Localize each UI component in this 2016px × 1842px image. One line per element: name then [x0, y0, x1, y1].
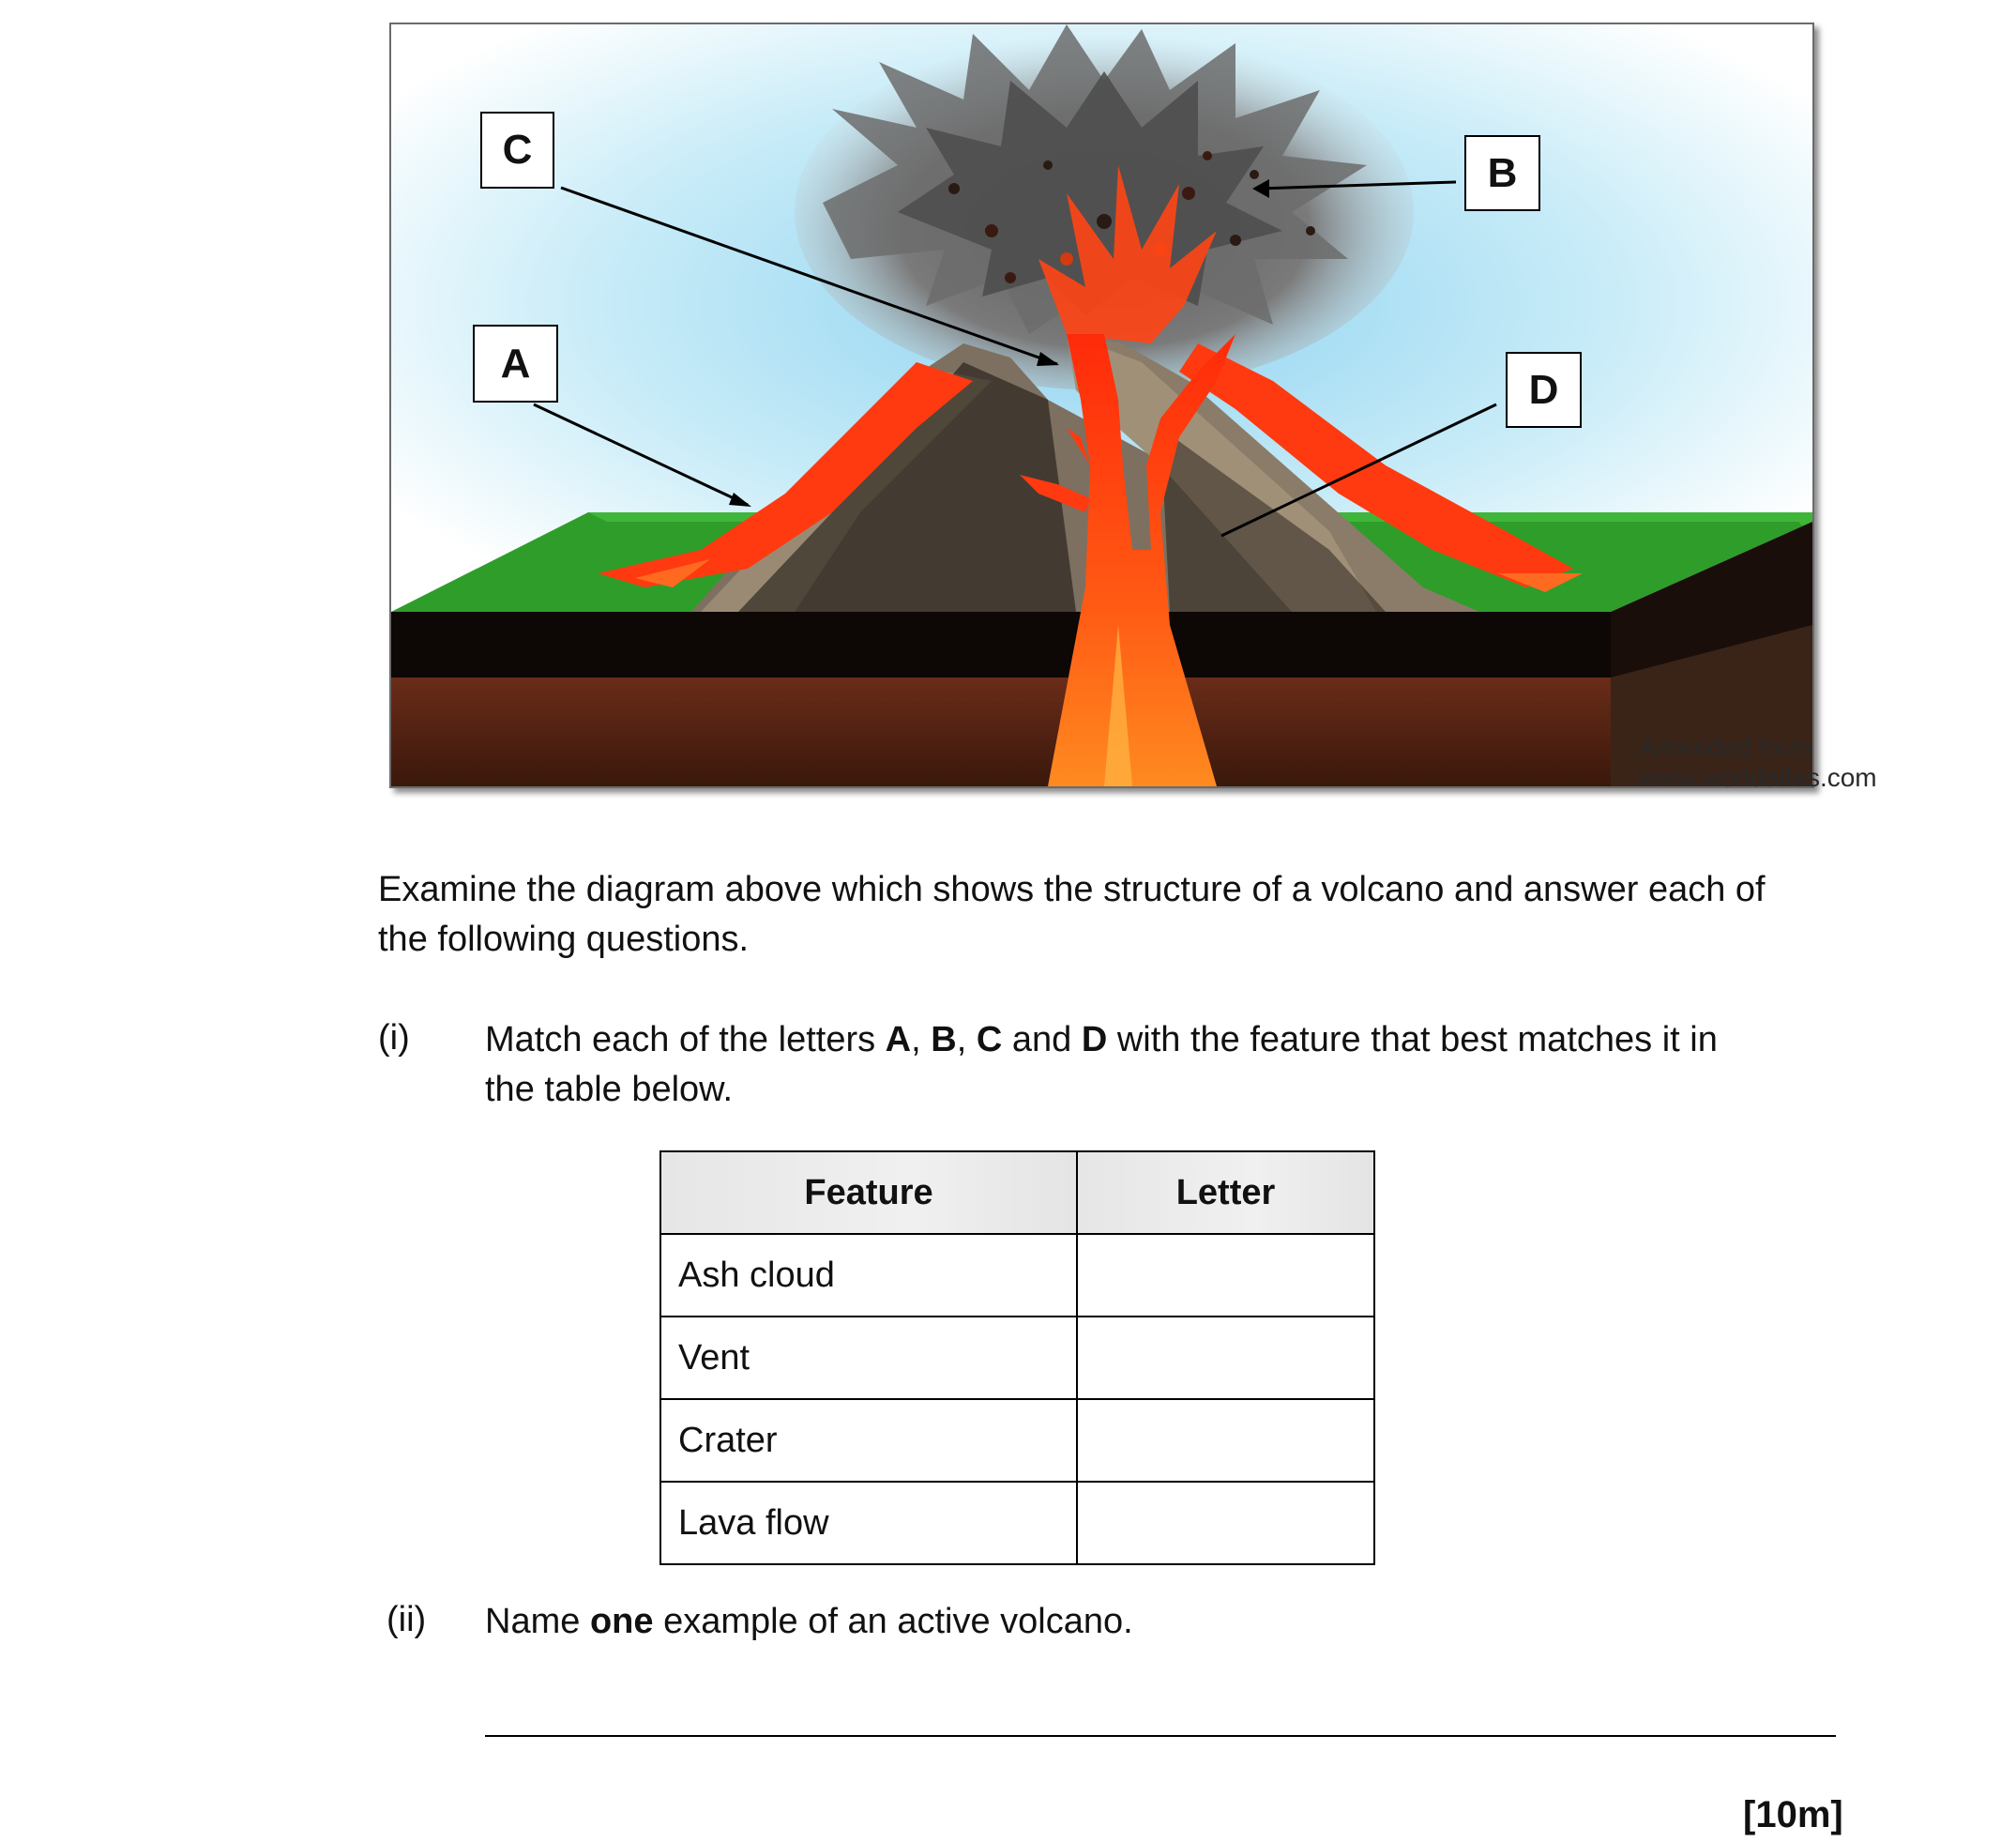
intro-line-2: the following questions.	[378, 920, 750, 959]
label-c: C	[480, 112, 554, 189]
table-row	[660, 1482, 1374, 1564]
table-row	[660, 1317, 1374, 1399]
q2-suffix: example of an active volcano.	[663, 1602, 1133, 1641]
feature-cell: Crater	[660, 1399, 1077, 1482]
marks-total: [10m]	[1743, 1794, 1843, 1835]
feature-cell: Lava flow	[660, 1482, 1077, 1564]
letter-answer-cell[interactable]	[1077, 1482, 1374, 1564]
label-b: B	[1464, 135, 1540, 211]
answer-line[interactable]	[485, 1735, 1836, 1737]
q1-letter-c: C	[976, 1020, 1003, 1059]
letter-answer-cell[interactable]	[1077, 1399, 1374, 1482]
image-credit: Amended from www.worldatlas.com	[1639, 733, 1877, 792]
q1-and: and	[1011, 1020, 1072, 1059]
letter-answer-cell[interactable]	[1077, 1317, 1374, 1399]
question-1-text	[485, 1015, 1718, 1115]
q2-prefix: Name	[485, 1602, 581, 1641]
q1-suffix: with the feature that best matches it in	[1116, 1020, 1718, 1059]
q1-letter-d: D	[1081, 1020, 1108, 1059]
label-d: D	[1506, 352, 1582, 428]
intro-line-1: Examine the diagram above which shows the structure of a volcano and answer each of	[378, 870, 1766, 909]
q2-bold: one	[589, 1602, 654, 1641]
label-a: A	[473, 325, 558, 403]
intro-text	[378, 865, 1766, 965]
q1-sep-2: ,	[956, 1020, 967, 1059]
q1-sep-1: ,	[911, 1020, 921, 1059]
table-header-row	[660, 1151, 1374, 1234]
volcano-illustration	[391, 24, 1812, 786]
question-1-number: (i)	[378, 1018, 410, 1058]
feature-letter-table	[659, 1150, 1375, 1565]
header-letter: Letter	[1077, 1151, 1374, 1234]
q1-prefix: Match each of the letters	[485, 1020, 876, 1059]
letter-answer-cell[interactable]	[1077, 1234, 1374, 1317]
question-2-text	[485, 1597, 1133, 1647]
question-1-line-1	[485, 1015, 1718, 1065]
feature-cell: Ash cloud	[660, 1234, 1077, 1317]
table-row	[660, 1234, 1374, 1317]
q1-letter-a: A	[885, 1020, 912, 1059]
question-1-line-2: the table below.	[485, 1070, 734, 1109]
table-row	[660, 1399, 1374, 1482]
soil-layer	[391, 677, 1611, 786]
feature-cell: Vent	[660, 1317, 1077, 1399]
header-feature: Feature	[660, 1151, 1077, 1234]
question-2-number: (ii)	[387, 1600, 427, 1639]
q1-letter-b: B	[931, 1020, 957, 1059]
volcano-diagram	[389, 23, 1877, 792]
